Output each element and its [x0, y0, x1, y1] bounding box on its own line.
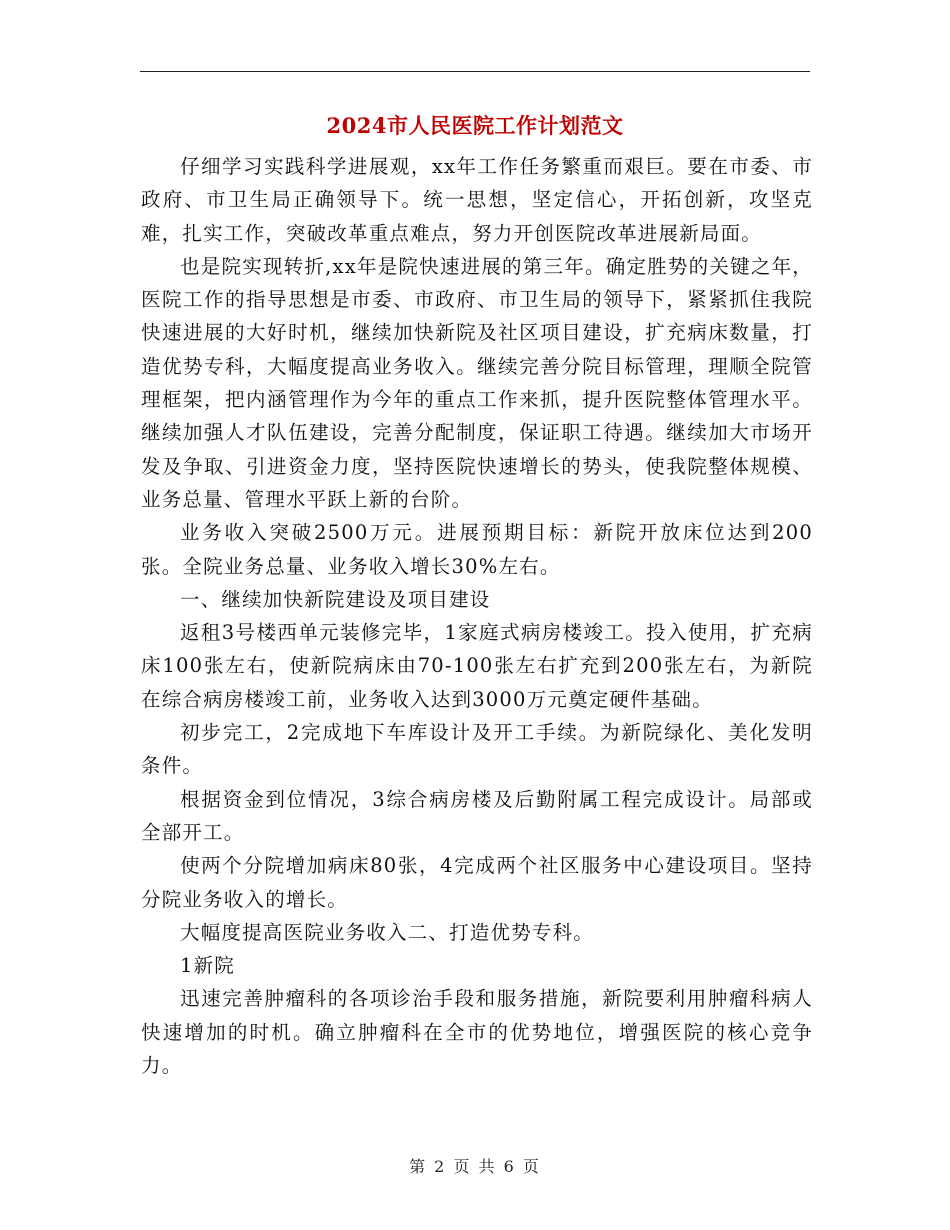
paragraph-intro: 仔细学习实践科学进展观，xx年工作任务繁重而艰巨。要在市委、市政府、市卫生局正确领导下。统一思想，坚定信心，开拓创新，攻坚克难，扎实工作，突破改革重点难点，努力开创医院改革进展新局面。 — [141, 155, 813, 245]
document-body — [141, 150, 813, 1082]
paragraph-item-4: 使两个分院增加病床80张，4完成两个社区服务中心建设项目。坚持分院业务收入的增长。 — [141, 854, 813, 911]
paragraph-item-1: 返租3号楼西单元装修完毕，1家庭式病房楼竣工。投入使用，扩充病床100张左右，使新院病床由70-100张左右扩充到200张左右，为新院在综合病房楼竣工前，业务收入达到3000万元奠定硬件基础。 — [141, 621, 813, 711]
document-title: 2024市人民医院工作计划范文 — [326, 113, 624, 138]
subheading-new-hospital: 1新院 — [180, 954, 236, 978]
section-heading-construction: 一、继续加快新院建设及项目建设 — [180, 587, 491, 611]
paragraph-targets: 业务收入突破2500万元。进展预期目标：新院开放床位达到200张。全院业务总量、业务收入增长30%左右。 — [141, 521, 813, 578]
paragraph-item-3: 根据资金到位情况，3综合病房楼及后勤附属工程完成设计。局部或全部开工。 — [141, 787, 813, 844]
header-rule — [140, 71, 810, 72]
section-heading-specialty: 大幅度提高医院业务收入二、打造优势专科。 — [180, 920, 595, 944]
paragraph-item-2: 初步完工，2完成地下车库设计及开工手续。为新院绿化、美化发明条件。 — [141, 721, 813, 778]
page-footer: 第 2 页 共 6 页 — [409, 1157, 541, 1176]
paragraph-guiding-idea: 也是院实现转折,xx年是院快速进展的第三年。确定胜势的关键之年，医院工作的指导思想是市委、市政府、市卫生局的领导下，紧紧抓住我院快速进展的大好时机，继续加快新院及社区项目建设，扩充病床数量，打造优势专科，大幅度提高业务收入。继续完善分院目标管理，理顺全院管理框架，把内涵管理作为今年的重点工作来抓，提升医院整体管理水平。继续加强人才队伍建设，完善分配制度，保证职工待遇。继续加大市场开发及争取、引进资金力度，坚持医院快速增长的势头，使我院整体规模、业务总量、管理水平跃上新的台阶。 — [141, 254, 813, 511]
paragraph-oncology: 迅速完善肿瘤科的各项诊治手段和服务措施，新院要利用肿瘤科病人快速增加的时机。确立肿瘤科在全市的优势地位，增强医院的核心竞争力。 — [141, 987, 813, 1078]
